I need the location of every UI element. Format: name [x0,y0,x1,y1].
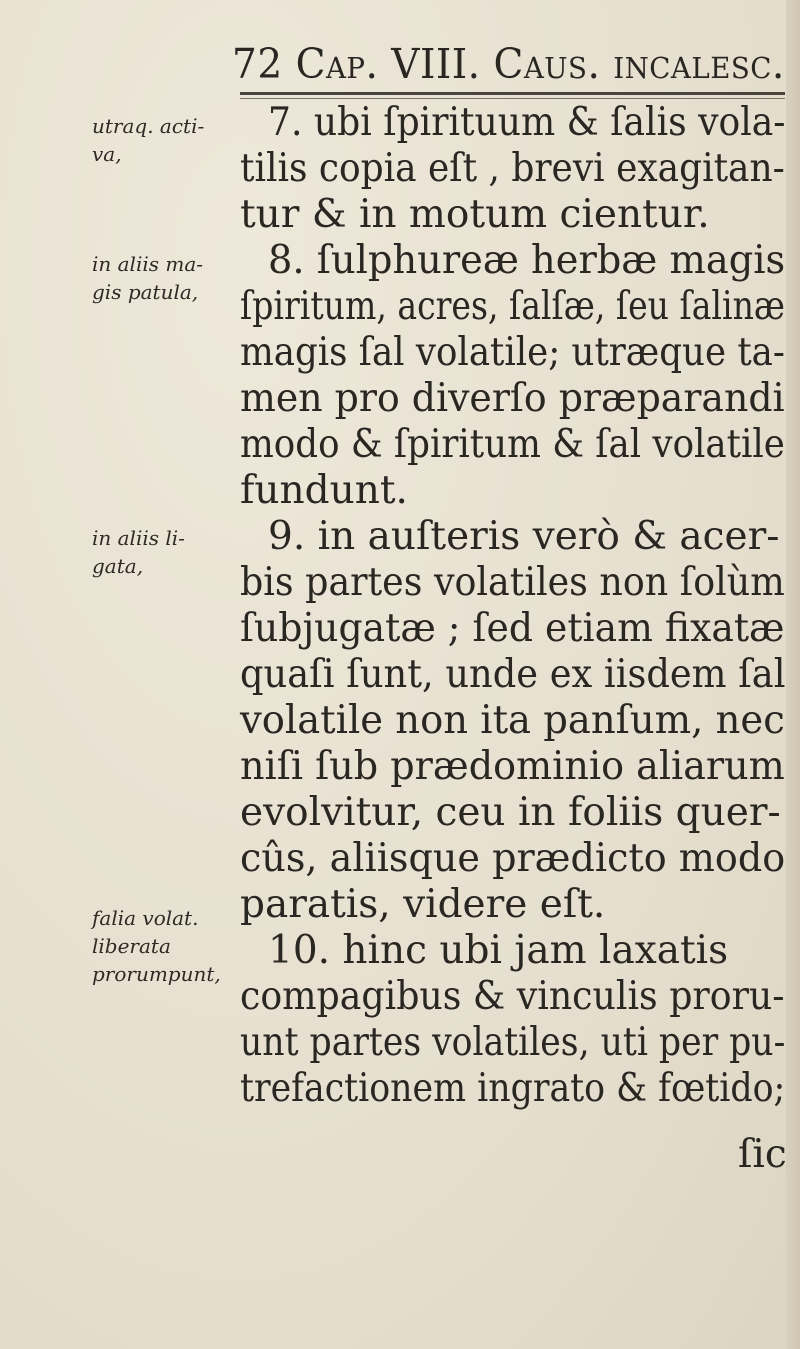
body-line: men pro diverſo præparandi [240,376,785,421]
body-line: paratis, videre eſt. [240,882,606,927]
margin-note-line: liberata [92,934,171,958]
body-line: modo & ſpiritum & ſal volatile [240,422,785,467]
body-line: volatile non ita panſum, nec [240,698,785,743]
header-rule [240,92,785,95]
body-line: ſubjugatæ ; ſed etiam fixatæ [240,606,785,651]
margin-note-line: falia volat. [92,906,199,930]
margin-note-line: prorumpunt, [92,962,221,986]
margin-note-line: in aliis ma- [92,252,204,276]
body-line: 9. in auſteris verò & acer- [268,514,780,559]
body-line: tilis copia eſt , brevi exagitan- [240,146,785,191]
body-line: trefactionem ingrato & fœtido; [240,1066,786,1111]
margin-note-line: gata, [92,554,144,578]
margin-note-line: va, [92,142,122,166]
body-line: 8. ſulphureæ herbæ magis [268,238,786,283]
margin-note-line: in aliis li- [92,526,185,550]
body-line: compagibus & vinculis proru- [240,974,785,1019]
body-line: tur & in motum cientur. [240,192,710,237]
body-line: 7. ubi ſpirituum & ſalis vola- [268,100,786,145]
body-line: quaſi ſunt, unde ex iisdem ſal [240,652,786,697]
header-rule-thin [240,98,785,99]
page-number: 72 [232,40,283,88]
running-title: Cap. VIII. Caus. incalesc. [295,40,785,88]
margin-note-line: utraq. acti- [92,114,205,138]
body-line: evolvitur, ceu in foliis quer- [240,790,781,835]
margin-note-3 [92,524,185,580]
body-line: ſpiritum, acres, ſalſæ, ſeu ſalinæ [240,284,785,329]
body-line: fundunt. [240,468,408,513]
running-header [232,40,785,88]
margin-note-2 [92,250,203,306]
margin-note-1 [92,112,204,168]
body-line: bis partes volatiles non ſolùm [240,560,785,605]
margin-note-line: gis patula, [92,280,199,304]
margin-note-4 [92,904,221,988]
body-line: magis ſal volatile; utræque ta- [240,330,785,375]
body-line: cûs, aliisque prædicto modo [240,836,786,881]
page-edge [786,0,800,1349]
body-line: 10. hinc ubi jam laxatis [268,928,729,973]
body-line: niſi ſub prædominio aliarum [240,744,785,789]
body-line: unt partes volatiles, uti per pu- [240,1020,786,1065]
catchword: ſic [738,1132,787,1177]
